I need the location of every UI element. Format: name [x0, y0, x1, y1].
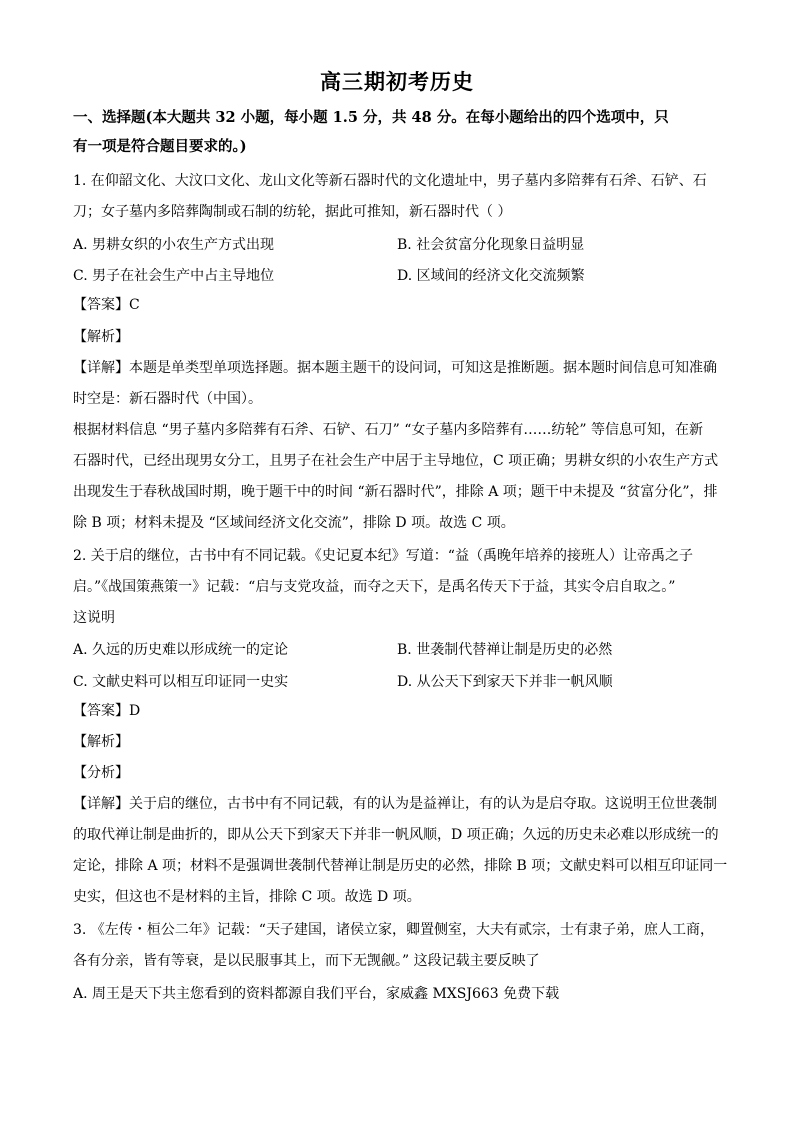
q1-stem-line2: 刀；女子墓内多陪葬陶制或石制的纺轮，据此可推知，新石器时代（ ） — [73, 204, 512, 220]
q1-detail-line6: 除 B 项；材料未提及 “区域间经济文化交流”，排除 D 项。故选 C 项。 — [73, 515, 515, 531]
q2-option-b: B. 世袭制代替禅让制是历史的必然 — [397, 642, 613, 658]
q1-option-b: B. 社会贫富分化现象日益明显 — [397, 237, 585, 253]
q2-detail-line4: 史实，但这也不是材料的主旨，排除 C 项。故选 D 项。 — [73, 889, 421, 905]
q3-stem-line1: 3. 《左传・桓公二年》记载：“天子建国，诸侯立家，卿置侧室，大夫有贰宗，士有隶子弟，庶人工商， — [73, 922, 714, 938]
page-title: 高三期初考历史 — [320, 69, 474, 94]
q2-option-a: A. 久远的历史难以形成统一的定论 — [73, 642, 289, 658]
q3-option-a: A. 周王是天下共主您看到的资料都源自我们平台，家威鑫 MXSJ663 免费下载 — [73, 986, 560, 1002]
q2-stem-line3: 这说明 — [73, 610, 115, 626]
q1-detail-line4: 石器时代，已经出现男女分工，且男子在社会生产中居于主导地位，C 项正确；男耕女织的小农生产方式 — [73, 453, 719, 469]
q1-stem-line1: 1. 在仰韶文化、大汶口文化、龙山文化等新石器时代的文化遗址中，男子墓内多陪葬有石斧、石铲、石 — [73, 173, 707, 189]
q1-detail-line3: 根据材料信息 “男子墓内多陪葬有石斧、石铲、石刀” “女子墓内多陪葬有……纺轮” 等信息可知，在新 — [73, 422, 703, 438]
q3-stem-line2: 各有分亲，皆有等衰，是以民服事其上，而下无觊觎。” 这段记载主要反映了 — [73, 953, 540, 969]
q1-option-a: A. 男耕女织的小农生产方式出现 — [73, 237, 275, 253]
q1-option-d: D. 区域间的经济文化交流频繁 — [397, 268, 585, 284]
q2-stem-line1: 2. 关于启的继位，古书中有不同记载。《史记夏本纪》写道：“益（禹晚年培养的接班人）让帝禹之子 — [73, 548, 693, 564]
section-heading-line1: 一、选择题(本大题共 32 小题，每小题 1.5 分，共 48 分。在每小题给出的四个选项中，只 — [73, 109, 669, 126]
q2-analysis-label: 【解析】 — [73, 734, 129, 750]
q1-detail-line5: 出现发生于春秋战国时期，晚于题干中的时间 “新石器时代”，排除 A 项；题干中未提及 “贫富分化”，排 — [73, 484, 718, 500]
q2-detail-line2: 的取代禅让制是曲折的，即从公天下到家天下并非一帆风顺，D 项正确；久远的历史未必难以形成统一的 — [73, 827, 719, 843]
q2-detail-line1: 【详解】关于启的继位，古书中有不同记载，有的认为是益禅让，有的认为是启夺取。这说明王位世袭制 — [73, 796, 717, 812]
q2-answer: 【答案】D — [73, 703, 141, 719]
q1-detail-line1: 【详解】本题是单类型单项选择题。据本题主题干的设问词，可知这是推断题。据本题时间信息可知准确 — [73, 360, 717, 376]
q1-answer: 【答案】C — [73, 297, 140, 313]
q2-fenxi-label: 【分析】 — [73, 765, 129, 781]
q2-detail-line3: 定论，排除 A 项；材料不是强调世袭制代替禅让制是历史的必然，排除 B 项；文献史料可以相互印证同一 — [73, 858, 728, 874]
section-heading-line2: 有一项是符合题目要求的。) — [73, 138, 247, 155]
q2-option-d: D. 从公天下到家天下并非一帆风顺 — [397, 674, 613, 690]
q2-stem-line2: 启。”《战国策燕策一》记载：“启与支党攻益，而夺之天下，是禹名传天下于益，其实令启自取之。” — [73, 579, 676, 595]
q1-analysis-label: 【解析】 — [73, 329, 129, 345]
q1-detail-line2: 时空是：新石器时代（中国）。 — [73, 391, 262, 407]
q1-option-c: C. 男子在社会生产中占主导地位 — [73, 268, 275, 284]
q2-option-c: C. 文献史料可以相互印证同一史实 — [73, 674, 289, 690]
